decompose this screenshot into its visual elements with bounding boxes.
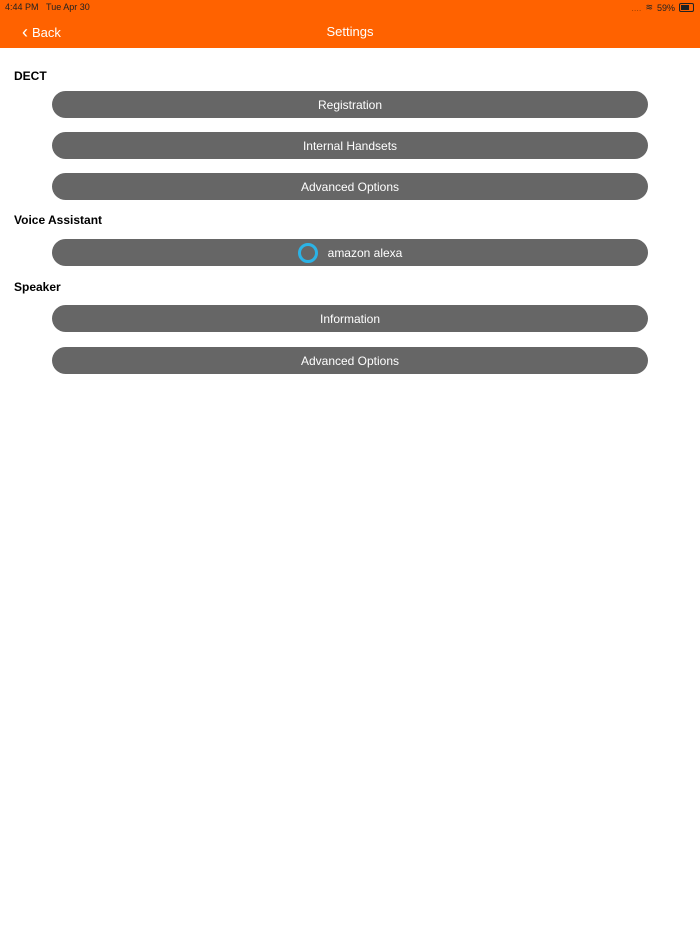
date: Tue Apr 30 (46, 2, 90, 12)
nav-bar (0, 0, 700, 48)
chevron-left-icon: ‹ (22, 22, 28, 42)
battery-percent: 59% (656, 2, 675, 13)
back-label: Back (32, 24, 61, 40)
status-time (5, 2, 90, 12)
registration-button[interactable]: Registration (52, 91, 648, 118)
status-right (631, 2, 694, 13)
time: 4:44 PM (5, 2, 39, 12)
page-title: Settings (326, 24, 374, 39)
wifi-icon: ≋ (645, 2, 653, 12)
battery-icon (679, 3, 694, 12)
section-voice-assistant: Voice Assistant (14, 213, 103, 227)
section-speaker: Speaker (14, 280, 61, 294)
alexa-icon (298, 243, 318, 263)
speaker-advanced-options-button[interactable]: Advanced Options (52, 347, 648, 374)
section-dect: DECT (14, 69, 47, 83)
cellular-signal: .... (631, 2, 642, 13)
alexa-label: amazon alexa (327, 245, 403, 260)
information-button[interactable]: Information (52, 305, 648, 332)
dect-advanced-options-button[interactable]: Advanced Options (52, 173, 648, 200)
amazon-alexa-button[interactable] (52, 239, 648, 266)
internal-handsets-button[interactable]: Internal Handsets (52, 132, 648, 159)
